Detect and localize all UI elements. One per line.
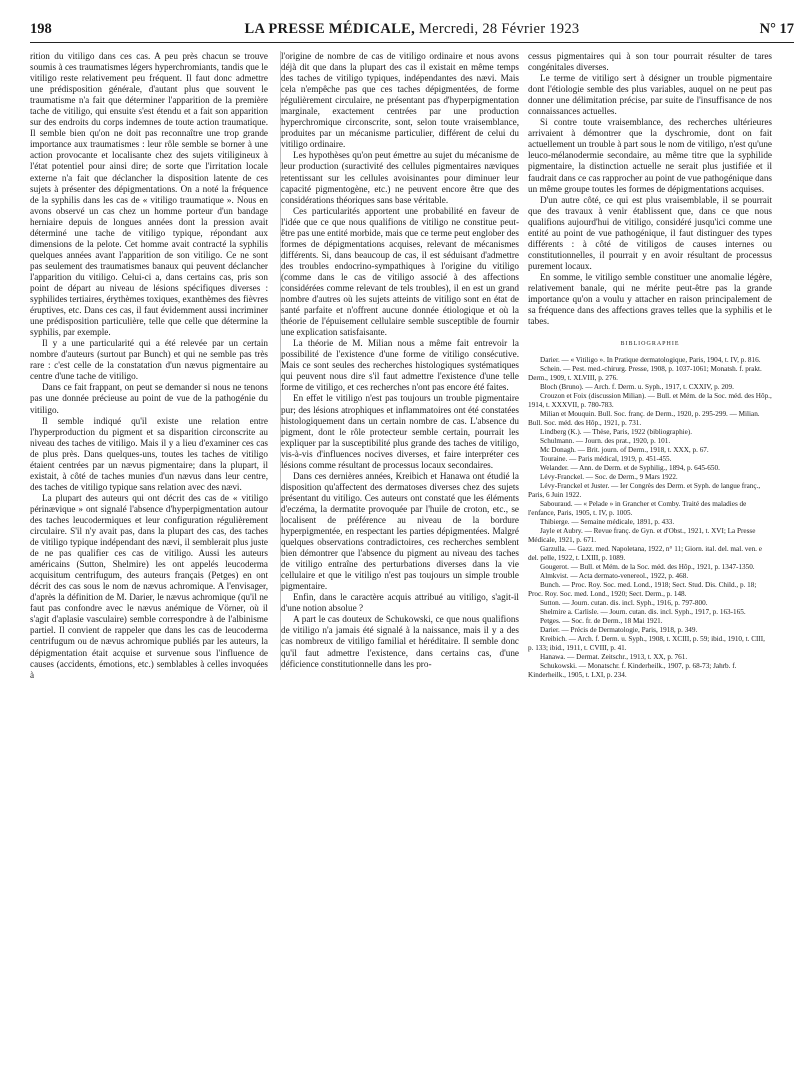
paragraph: En somme, le vitiligo semble constituer une anomalie légère, relativement banale, qui ne mérite peut-être pas la grande importance qu'on a voulu y attacher en raison principalement de sa fréquence dans des affections graves telles que la syphilis et le tabes. bbox=[528, 271, 772, 327]
paragraph: Les hypothèses qu'on peut émettre au sujet du mécanisme de leur production (suractivité des cellules pigmentaires næviques retentissant sur les cellules avoisinantes pour diminuer leur capacité pigmentogène, etc.) ne peuvent encore être que des considérations théoriques sans base véritable. bbox=[281, 150, 519, 205]
journal-title: LA PRESSE MÉDICALE, bbox=[244, 21, 416, 37]
reference-entry: Kreibich. — Arch. f. Derm. u. Syph., 1908, t. XCIII, p. 59; ibid., 1910, t. CIII, p. 133; ibid., 1911, t. CVIII, p. 41. bbox=[528, 635, 765, 653]
page-number: 198 bbox=[30, 21, 52, 37]
paragraph: cessus pigmentaires qui à son tour pourrait résulter de tares congénitales diverses. bbox=[528, 51, 772, 73]
paragraph: l'origine de nombre de cas de vitiligo ordinaire et nous avons déjà dit que dans la plupart des cas il existait en même temps des taches de vitiligo typiques, indépendantes des nævi. Mais cela n'empêche pas que ces taches dépigmentées, de forme régulièrement circulaire, ne présentant pas d'hyperpigmentation marginale, exactement centrées par une production hyperchromique circonscrite, sont, selon toute vraisemblance, produites par un mécanisme particulier, différent de celui du vitiligo ordinaire. bbox=[281, 51, 519, 150]
paragraph: A part le cas douteux de Schukowski, ce que nous qualifions de vitiligo n'a jamais été signalé à la naissance, mais il y a des cas nombreux de vitiligo familial et héréditaire. Il semble donc qu'il faut admettre l'existence, dans certains cas, d'une déficience constitutionnelle dans les pro- bbox=[281, 614, 519, 669]
paragraph: Ces particularités apportent une probabilité en faveur de l'idée que ce que nous qualifions de vitiligo ne constitue peut-être pas une entité morbide, mais que ce terme peut englober des formes de dépigmentations acquises, relevant de mécanismes différents. Si, dans beaucoup de cas, il est séduisant d'admettre des troubles endocrino-sympathiques à l'origine du vitiligo (comme dans le cas de vitiligo associé à des affections considérées comme relevant de tels troubles), il en est un grand nombre d'autres où les sujets atteints de vitiligo sont en état de santé parfaite et n'offrent aucune donnée étiologique et où la théorie de l'épuisement cellulaire semble susceptible de fournir une explication satisfaisante. bbox=[281, 205, 519, 338]
paragraph: Enfin, dans le caractère acquis attribué au vitiligo, s'agit-il d'une notion absolue ? bbox=[281, 592, 519, 614]
reference-entry: Touraine. — Paris médical, 1919, p. 451-455. bbox=[540, 455, 672, 464]
paragraph: La théorie de M. Milian nous a même fait entrevoir la possibilité de l'existence d'une forme de vitiligo consécutive. Mais ce sont seules des recherches histologiques systématiques qui peuvent nous dire s'il faut admettre l'existence d'une telle forme de vitiligo, et ces recherches n'ont pas encore été faites. bbox=[281, 338, 519, 393]
paragraph: Le terme de vitiligo sert à désigner un trouble pigmentaire dont l'étiologie semble des plus variables, auquel on ne peut pas donner une délimitation précise, par suite de l'insuffisance de nos connaissances actuelles. bbox=[528, 73, 772, 117]
reference-entry: Schukowski. — Monatschr. f. Kinderheilk., 1907, p. 68-73; Jahrb. f. Kinderheilk., 1905, t. LXI, p. 234. bbox=[528, 662, 737, 680]
issue-date: Mercredi, 28 Février 1923 bbox=[418, 21, 580, 37]
paragraph: D'un autre côté, ce qui est plus vraisemblable, il se pourrait que des travaux à venir établissent que, dans ce que nous qualifions aujourd'hui de vitiligo, considéré jusqu'ici comme une entité au point de vue pathogénique, il faut distinguer des types différents : à côté de vitiligos de causes internes ou constitutionnelles, il pourrait y en avoir résultant de processus purement locaux. bbox=[528, 194, 772, 271]
reference-entry: Mc Donagh. — Brit. journ. of Derm., 1918, t. XXX, p. 67. bbox=[540, 446, 709, 455]
reference-entry: Bunch. — Proc. Roy. Soc. med. Lond., 1918; Sect. Stud. Dis. Child., p. 18; Proc. Roy. Soc. med. Lond., 1920; Sect. Derm., p. 148. bbox=[528, 581, 757, 599]
reference-entry: Hanawa. — Dermat. Zeitschr., 1913, t. XX, p. 761. bbox=[540, 653, 688, 662]
left-column bbox=[30, 51, 268, 681]
right-column bbox=[528, 51, 772, 680]
reference-entry: Darier. — « Vitiligo ». In Pratique dermatologique, Paris, 1904, t. IV, p. 816. bbox=[540, 356, 761, 365]
reference-entry: Almkvist. — Acta dermato-venereol., 1922, p. 468. bbox=[540, 572, 689, 581]
reference-entry: Darier. — Précis de Dermatologie, Paris, 1918, p. 349. bbox=[540, 626, 698, 635]
page-header bbox=[30, 20, 794, 43]
paragraph: Dans ce fait frappant, on peut se demander si nous ne tenons pas une donnée précieuse au point de vue de la pathogénie du vitiligo. bbox=[30, 382, 268, 415]
reference-entry: Lévy-Franckel et Juster. — Ier Congrès des Derm. et Syph. de langue franç., Paris, 6 Juin 1922. bbox=[528, 482, 761, 500]
reference-entry: Thibierge. — Semaine médicale, 1891, p. 433. bbox=[540, 518, 675, 527]
reference-entry: Bloch (Bruno). — Arch. f. Derm. u. Syph., 1917, t. CXXIV, p. 209. bbox=[540, 383, 734, 392]
reference-entry: Crouzon et Foix (discussion Milian). — Bull. et Mém. de la Soc. méd. des Hôp., 1914, t. XXXVII, p. 780-783. bbox=[528, 392, 772, 410]
reference-entry: Jayle et Aubry. — Revue franç. de Gyn. et d'Obst., 1921, t. XVI; La Presse Médicale, 1921, p. 671. bbox=[528, 527, 756, 545]
issue-number: N° 17 bbox=[759, 21, 794, 37]
journal-masthead bbox=[30, 21, 794, 38]
reference-entry: Milian et Mouquin. Bull. Soc. franç. de Derm., 1920, p. 295-299. — Milian. Bull. Soc. méd. des Hôp., 1921, p. 731. bbox=[528, 410, 760, 428]
paragraph: rition du vitiligo dans ces cas. A peu près chacun se trouve soumis à ces traumatismes légers hyperchromiants, tandis que le vitiligo reste relativement peu fréquent. Il faut donc admettre une prédisposition générale, d'autant plus que souvent le traumatisme n'a fait que déterminer l'apparition de la première tache de vitiligo, qui ensuite s'est étendu et a fait son apparition sur des endroits du corps indemnes de toute action traumatique. Il semble bien qu'on ne doit pas reconnaître une trop grande importance aux traumatismes : leur rôle semble se borner à une action provocante et localisante chez des sujets vitiligineux à l'état potentiel pour ainsi dire; de sorte que l'irritation locale externe n'a fait que déclancher la disposition latente de ces sujets à présenter des dépigmentations. On a noté la fréquence de la syphilis dans les cas de « vitiligo traumatique ». Nous en avons observé un cas chez un homme porteur d'un bandage herniaire depuis de longues années dont la pression avait déterminé une tache de vitiligo typique, répondant aux dimensions de la pelote. Cet homme avait contracté la syphilis quelques années avant l'apparition de son vitiligo. Ce ne sont pas seulement des traumatismes banaux qui peuvent déclancher l'apparition du vitiligo. Celui-ci a, dans certains cas, pris son point de départ au niveau de lésions spécifiques diverses : syphilides tertiaires, érythèmes toxiques, exanthèmes des fièvres éruptives, etc. Dans ces cas, il faut évidemment aussi incriminer une prédisposition particulière, telle que celle que détermine la syphilis, par exemple. bbox=[30, 51, 268, 338]
reference-entry: Schulmann. — Journ. des prat., 1920, p. 101. bbox=[540, 437, 671, 446]
paragraph: En effet le vitiligo n'est pas toujours un trouble pigmentaire pur; des lésions atrophiques et inflammatoires ont été constatées histologiquement dans un certain nombre de cas. L'absence du pigment, dont le rôle protecteur semble certain, pourrait les expliquer par la susceptibilité plus grande des taches de vitiligo, vis-à-vis d'influences nocives diverses, et faire interpréter ces lésions comme résultant de processus locaux secondaires. bbox=[281, 393, 519, 470]
reference-entry: Shelmire a. Carlisle. — Journ. cutan. dis. incl. Syph., 1917, p. 163-165. bbox=[540, 608, 746, 617]
reference-entry: Lévy-Franckel. — Soc. de Derm., 9 Mars 1922. bbox=[540, 473, 678, 482]
paragraph: Dans ces dernières années, Kreibich et Hanawa ont étudié la disposition qu'affectent des dermatoses diverses chez des sujets présentant du vitiligo. Ces auteurs ont constaté que les éléments d'eczéma, la dermatite provoquée par l'huile de croton, etc., se localisent de préférence au niveau de la bordure hyperpigmentée, en respectant les parties dépigmentées. Malgré quelques observations contradictoires, ces recherches semblent bien démontrer que l'absence du pigment au niveau des taches de vitiligo entraîne des perturbations diverses dans la vie cellulaire et que le vitiligo n'est pas toujours un simple trouble pigmentaire. bbox=[281, 470, 519, 592]
reference-entry: Schein. — Pest. med.-chirurg. Presse, 1908, p. 1037-1061; Monatsh. f. prakt. Derm., 1909, t. XLVIII, p. 276. bbox=[528, 365, 762, 383]
reference-entry: Petges. — Soc. fr. de Derm., 18 Mai 1921. bbox=[540, 617, 663, 626]
bibliography-list bbox=[528, 356, 772, 680]
paragraph: La plupart des auteurs qui ont décrit des cas de « vitiligo périnævique » ont signalé l'absence d'hyperpigmentation autour des taches leucodermiques et leur configuration régulièrement circulaire. S'il n'y avait pas, dans la plupart des cas, des taches de vitiligo typique indépendant des nævi, il semblerait plus juste de ne pas qualifier ces cas de vitiligo. Aussi les auteurs américains (Sutton, Shelmire) les ont appelés leucoderma acquisitum centrifugum, des auteurs français (Petges) en ont décrit des cas sous le nom de nævus achromique. A l'envisager, d'après la définition de M. Darier, le nævus achromique (qu'il ne faut pas confondre avec le nævus anémique de Vörner, où il s'agit d'aplasie vasculaire) semble correspondre à de l'albinisme partiel. Il convient de rappeler que dans les cas de leucoderma centrifugum ou de nævus achromique publiés par les auteurs, la dépigmentation était acquise et survenue sous l'influence de causes (accidents, émotions, etc.) semblables à celles invoquées à bbox=[30, 492, 268, 680]
reference-entry: Garzulla. — Gazz. med. Napoletana, 1922, n° 11; Giorn. ital. del. mal. ven. e del. pelle, 1922, t. LXIII, p. 1089. bbox=[528, 545, 762, 563]
reference-entry: Sabouraud. — « Pelade » in Grancher et Comby. Traité des maladies de l'enfance, Paris, 1905, t. IV, p. 1005. bbox=[528, 500, 747, 518]
paragraph: Il semble indiqué qu'il existe une relation entre l'hyperproduction du pigment et sa disparition circonscrite au niveau des taches de vitiligo. Mais il y a lieu d'examiner ces cas de plus près. Dans quelques-uns, toutes les taches de vitiligo étaient centrées par un nævus pigmentaire; dans la plupart, il existait, à côté de taches munies d'un nævus dans leur centre, des taches de vitiligo typique sans relation avec des nævi. bbox=[30, 415, 268, 492]
bibliography-heading: BIBLIOGRAPHIE bbox=[620, 341, 680, 348]
middle-column bbox=[280, 51, 519, 670]
reference-entry: Gougerot. — Bull. et Mém. de la Soc. méd. des Hôp., 1921, p. 1347-1350. bbox=[540, 563, 755, 572]
reference-entry: Sutton. — Journ. cutan. dis. incl. Syph., 1916, p. 797-800. bbox=[540, 599, 708, 608]
paragraph: Si contre toute vraisemblance, des recherches ultérieures arrivaient à démontrer que la dyschromie, dont on fait actuellement un trouble à part sous le nom de vitiligo, n'est qu'une leuco-mélanodermie secondaire, au même titre que la syphilide pigmentaire, la distinction actuelle ne serait plus justifiée et il faudrait dans ce cas rapprocher au point de vue pathogénique dans un même groupe toutes les formes de dépigmentations acquises. bbox=[528, 117, 772, 194]
reference-entry: Lindberg (K.). — Thèse, Paris, 1922 (bibliographie). bbox=[540, 428, 693, 437]
reference-entry: Welander. — Ann. de Derm. et de Syphilig., 1894, p. 645-650. bbox=[540, 464, 720, 473]
paragraph: Il y a une particularité qui a été relevée par un certain nombre d'auteurs (surtout par Bunch) et qui ne semble pas très rare : c'est celle de la constatation d'un nævus pigmentaire au centre d'une tache de vitiligo. bbox=[30, 338, 268, 382]
